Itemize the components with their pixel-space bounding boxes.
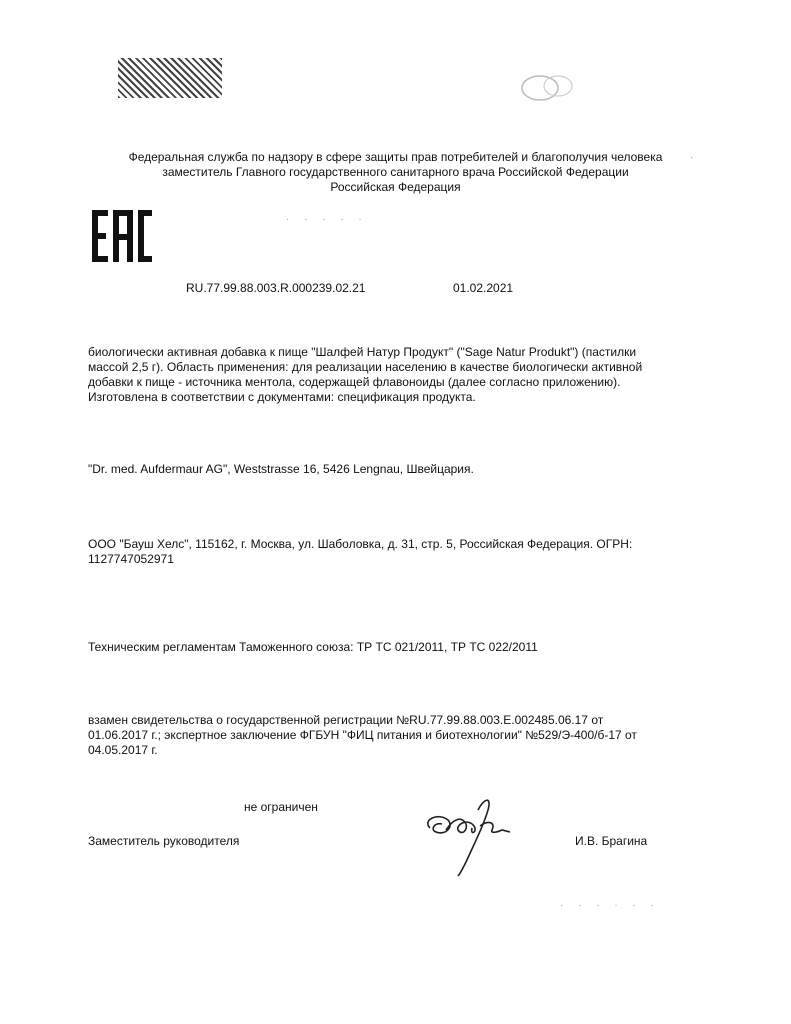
product-line: добавки к пище - источника ментола, содержащей флавоноиды (далее согласно приложению). xyxy=(88,375,621,389)
registration-number: RU.77.99.88.003.R.000239.02.21 xyxy=(186,281,366,295)
header-official: заместитель Главного государственного санитарного врача Российской Федерации xyxy=(162,165,629,179)
handwritten-signature xyxy=(418,790,528,880)
signatory-position: Заместитель руководителя xyxy=(88,834,240,848)
manufacturer-address: "Dr. med. Aufdermaur AG", Weststrasse 16, 5426 Lengnau, Швейцария. xyxy=(88,462,474,476)
faint-stamp-mark xyxy=(518,72,578,104)
technical-regulation: Техническим регламентам Таможенного союза: ТР ТС 021/2011, ТР ТС 022/2011 xyxy=(88,640,538,654)
header-agency: Федеральная служба по надзору в сфере защиты прав потребителей и благополучия человека xyxy=(128,150,663,164)
scan-artifact: · · · · · xyxy=(286,214,368,225)
basis-line: 04.05.2017 г. xyxy=(88,743,158,757)
signatory-name: И.В. Брагина xyxy=(575,834,648,848)
basis-line: взамен свидетельства о государственной регистрации №RU.77.99.88.003.E.002485.06.17 от xyxy=(88,713,604,727)
basis-line: 01.06.2017 г.; экспертное заключение ФГБУН "ФИЦ питания и биотехнологии" №529/Э-400/б-17 от xyxy=(88,728,637,742)
eac-logo xyxy=(90,208,154,264)
product-line: Изготовлена в соответствии с документами: спецификация продукта. xyxy=(88,390,476,404)
scan-pattern-block xyxy=(118,58,222,98)
scan-artifact: · · · · · · xyxy=(560,900,660,911)
recipient-ogrn: 1127747052971 xyxy=(88,552,174,566)
header-country: Российская Федерация xyxy=(330,180,461,194)
recipient-line: ООО "Бауш Хелс", 115162, г. Москва, ул. Шаболовка, д. 31, стр. 5, Российская Федерация. ОГРН: xyxy=(88,537,633,551)
product-line: биологически активная добавка к пище "Шалфей Натур Продукт" ("Sage Natur Produkt") (пастилки xyxy=(88,345,637,359)
registration-date: 01.02.2021 xyxy=(453,281,514,295)
scan-artifact: · xyxy=(690,152,700,163)
validity-term: не ограничен xyxy=(244,800,318,814)
product-line: массой 2,5 г). Область применения: для реализации населению в качестве биологически активной xyxy=(88,360,643,374)
